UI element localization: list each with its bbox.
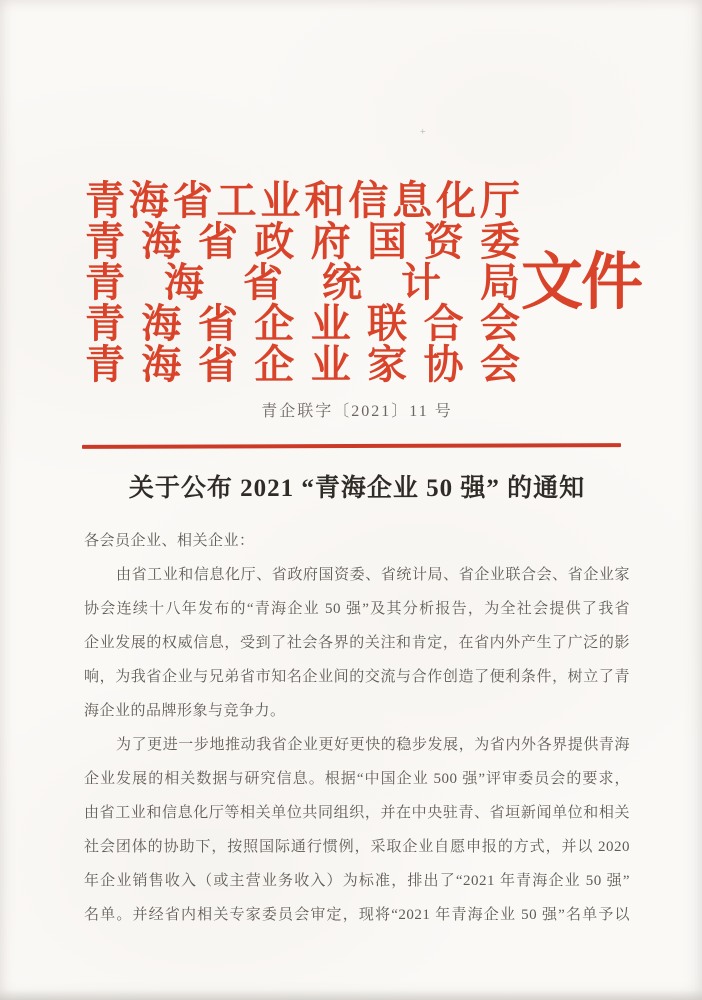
body-paragraphs <box>84 558 630 932</box>
salutation-line: 各会员企业、相关企业： <box>84 533 255 549</box>
body-line: 响，为我省企业与兄弟省市知名企业间的交流与合作创造了便利条件，树立了青 <box>84 669 630 685</box>
letterhead-line-5: 青海省企业家协会 <box>85 342 520 387</box>
doc-number: 青企联字〔2021〕11 号 <box>261 403 453 420</box>
body-line: 海企业的品牌形象与竞争力。 <box>84 703 286 719</box>
scan-artifact-mark: + <box>420 127 426 138</box>
body-line: 协会连续十八年发布的“青海企业 50 强”及其分析报告，为全社会提供了我省 <box>84 601 630 617</box>
document-title: 关于公布 2021 “青海企业 50 强” 的通知 <box>128 475 586 502</box>
letterhead-line-3: 青海省统计局 <box>85 260 520 305</box>
body-line: 由省工业和信息化厅等相关单位共同组织，并在中央驻青、省垣新闻单位和相关 <box>84 805 630 821</box>
letterhead-line-1: 青海省工业和信息化厅 <box>85 178 520 223</box>
body-line: 为了更进一步地推动我省企业更好更快的稳步发展，为省内外各界提供青海 <box>116 737 630 753</box>
doc-type-label: 文件 <box>521 249 642 317</box>
body-line: 企业发展的相关数据与研究信息。根据“中国企业 500 强”评审委员会的要求， <box>84 771 630 787</box>
red-separator-rule <box>82 443 621 449</box>
body-text <box>84 524 630 932</box>
letterhead-line-4: 青海省企业联合会 <box>85 301 520 346</box>
letterhead-line-2: 青海省政府国资委 <box>85 219 520 264</box>
body-line: 由省工业和信息化厅、省政府国资委、省统计局、省企业联合会、省企业家 <box>116 567 630 583</box>
body-line: 名单。并经省内相关专家委员会审定，现将“2021 年青海企业 50 强”名单予以 <box>84 907 630 923</box>
body-line: 企业发展的权威信息，受到了社会各界的关注和肯定，在省内外产生了广泛的影 <box>84 635 630 651</box>
letterhead <box>85 180 520 385</box>
scan-bottom-shadow <box>0 990 702 1000</box>
body-line: 年企业销售收入（或主营业务收入）为标准，排出了“2021 年青海企业 50 强” <box>84 873 630 889</box>
body-line: 社会团体的协助下，按照国际通行惯例，采取企业自愿申报的方式，并以 2020 <box>84 839 630 855</box>
